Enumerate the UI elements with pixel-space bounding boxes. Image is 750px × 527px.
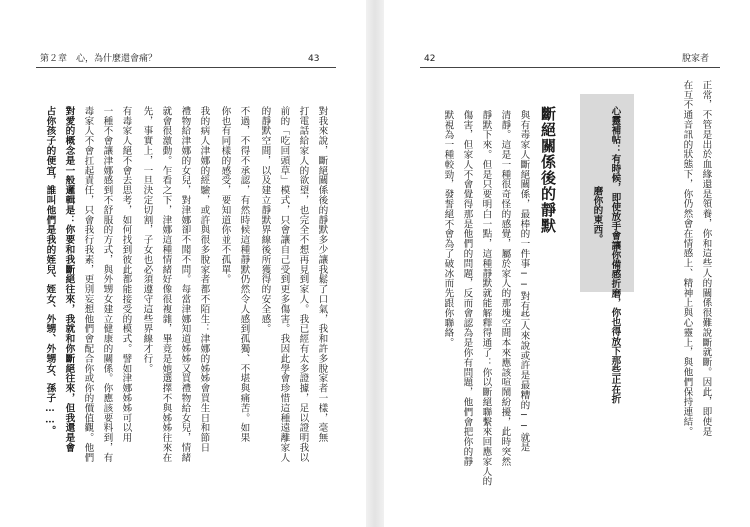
text-column: 先，事實上，一旦決定切割，子女也必須遵守這些界線才行。 bbox=[141, 106, 153, 374]
text-column: 清靜。這是一種很奇怪的感覺，屬於家人的那塊空間本來應該喧鬧紛擾，此時突然 bbox=[499, 110, 511, 467]
right-page bbox=[384, 0, 750, 527]
text-column: 在互不通音訊的狀態下，你仍然會在情感上、精神上與心靈上，與他們保持連結。 bbox=[681, 80, 693, 437]
text-column: 禮物給津娜的女兒，對津娜卻不聞不問。每當津娜知道姊姊又買禮物給女兒，情緒 bbox=[179, 106, 191, 463]
left-page bbox=[0, 0, 366, 527]
text-column: 打電話給家人的欲望，也完全不想再見到家人。我已經有太多證據，足以證明我以 bbox=[297, 106, 309, 463]
page-number: 43 bbox=[308, 54, 320, 64]
header-rule bbox=[36, 67, 336, 68]
text-column: 正常，不管是出於血緣還是領養，你和這些人的關係很難說斷就斷。因此，即使是 bbox=[700, 80, 712, 437]
text-column: 傷害，但家人不會覺得那是他們的問題，反而會認為是你有問題，他們會把你的靜 bbox=[461, 110, 473, 467]
text-column: 與有毒家人斷絕關係，最棒的一件事──對有些人來說或許是最糟的──就是 bbox=[518, 110, 530, 453]
tip-line: 心靈補帖：有時候，即使放手會讓你備感折磨，你也得放下那些正在折 bbox=[609, 106, 621, 404]
text-column: 我的病人津娜的經驗，或許與很多脫家者都不陌生：津娜的姊姊會買生日和節日 bbox=[198, 106, 210, 453]
text-column: 對愛的概念是一般邏輯是：你要和我斷絕往來，我就和你斷絕往來，但我還是會 bbox=[63, 106, 75, 453]
header-rule bbox=[420, 67, 720, 68]
section-heading: 斷絕關係後的靜默 bbox=[539, 106, 557, 234]
book-gutter bbox=[366, 0, 384, 527]
text-column: 默視為一種較勁，發誓絕不會為了破冰而先跟你聯絡。 bbox=[442, 110, 454, 348]
tip-box bbox=[580, 94, 634, 404]
text-column: 的靜默空間，以及建立靜默界線後所獲得的安全感。 bbox=[259, 106, 271, 334]
text-column: 毒家人不會扛起責任，只會我行我素，更別妄想他們會配合你或你的價值觀。他們 bbox=[82, 106, 94, 463]
page-number: 42 bbox=[424, 54, 436, 64]
text-column: 靜默下來。但是只要明白一點，這種靜默就能解釋得通了：你以斷絕聯繫來回應家人的 bbox=[480, 110, 492, 487]
tip-line: 磨你的東西。 bbox=[591, 186, 603, 244]
chapter-header: 第２章 心，為什麼還會痛？ bbox=[40, 54, 158, 64]
text-column: 對我來說，斷絕關係後的靜默多少讓我鬆了口氣，我和許多脫家者一樣，毫無 bbox=[316, 106, 328, 443]
book-title-header: 脫家者 bbox=[682, 54, 710, 64]
text-column: 就會很激動。乍看之下，津娜這種情緒好像很複雜，畢竟是她選擇不與姊姊往來在 bbox=[160, 106, 172, 463]
text-column: 一種不會讓津娜感到不舒服的方式，與外甥女建立健康的關係。你應該要料到，有 bbox=[101, 106, 113, 463]
text-column: 占你孩子的便宜，誰叫他們是我的姪兒、姪女、外甥、外甥女、孫子……。 bbox=[44, 106, 56, 436]
text-column: 你也有同樣的感受，要知道你並不孤單。 bbox=[219, 106, 231, 285]
text-column: 有毒家人絕不會去思考，如何找到彼此都能接受的模式。譬如津娜姊姊可以用 bbox=[120, 106, 132, 443]
text-column: 不過，不得不承認，有然時候這種靜默仍然令人感到孤獨、不堪與痛苦。如果 bbox=[238, 106, 250, 443]
text-column: 前的「吃回頭草」模式，只會讓自己受到更多傷害。我因此學會珍惜這種遠離家人 bbox=[278, 106, 290, 463]
